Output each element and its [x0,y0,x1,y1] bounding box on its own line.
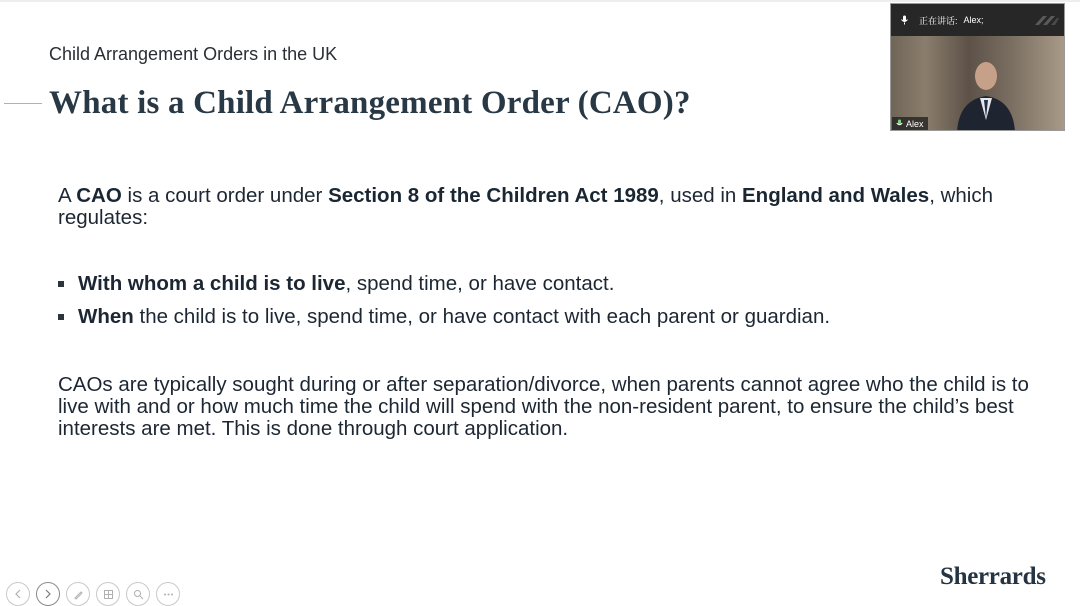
bullet-item [58,273,1033,295]
pen-icon[interactable] [66,582,90,606]
more-icon[interactable] [156,582,180,606]
title-accent-line [4,103,42,104]
closing-paragraph: CAOs are typically sought during or after separation/divorce, when parents cannot agree who the child is to live with and or how much time the child will spend with the non-resident parent, to ensure the child’s best interests are met. This is done through court application. [58,373,1029,440]
intro-text-2: is a court order under [121,184,329,207]
participant-name-tag [892,117,928,130]
presenter-video-panel[interactable] [890,3,1065,131]
microphone-icon [896,119,903,128]
microphone-icon [900,16,909,25]
slide-title: What is a Child Arrangement Order (CAO)? [49,85,691,121]
presenter-toolbar [6,582,180,598]
presenter-figure [955,56,1017,131]
video-feed [891,36,1064,131]
speaking-label: 正在讲话: [919,15,958,26]
speaking-name: Alex; [963,15,984,25]
intro-text-4: , which regulates: [58,184,993,229]
slide-subtitle: Child Arrangement Orders in the UK [49,44,338,64]
grid-icon[interactable] [96,582,120,606]
bullet-text: the child is to live, spend time, or have contact with each parent or guardian. [133,305,831,328]
intro-bold-act: Section 8 of the Children Act 1989 [328,184,659,207]
top-divider [0,0,1080,2]
next-icon[interactable] [36,582,60,606]
bullet-bold: With whom a child is to live [78,272,346,295]
intro-text-1: A [58,184,77,207]
network-signal-icon [1033,13,1061,27]
bullet-text: , spend time, or have contact. [345,272,615,295]
bullet-square-icon [58,281,64,287]
bullet-bold: When [78,305,134,328]
bullet-item [58,306,1033,328]
intro-bold-cao: CAO [76,184,122,207]
bullet-list [58,273,1033,328]
active-speaker-bar [891,4,1064,36]
intro-paragraph [58,185,1033,229]
sherrards-logo: Sherrards [940,563,1046,590]
previous-icon[interactable] [6,582,30,606]
intro-text-3: , used in [658,184,742,207]
zoom-icon[interactable] [126,582,150,606]
bullet-square-icon [58,314,64,320]
participant-name: Alex [906,118,924,129]
intro-bold-region: England and Wales [742,184,930,207]
